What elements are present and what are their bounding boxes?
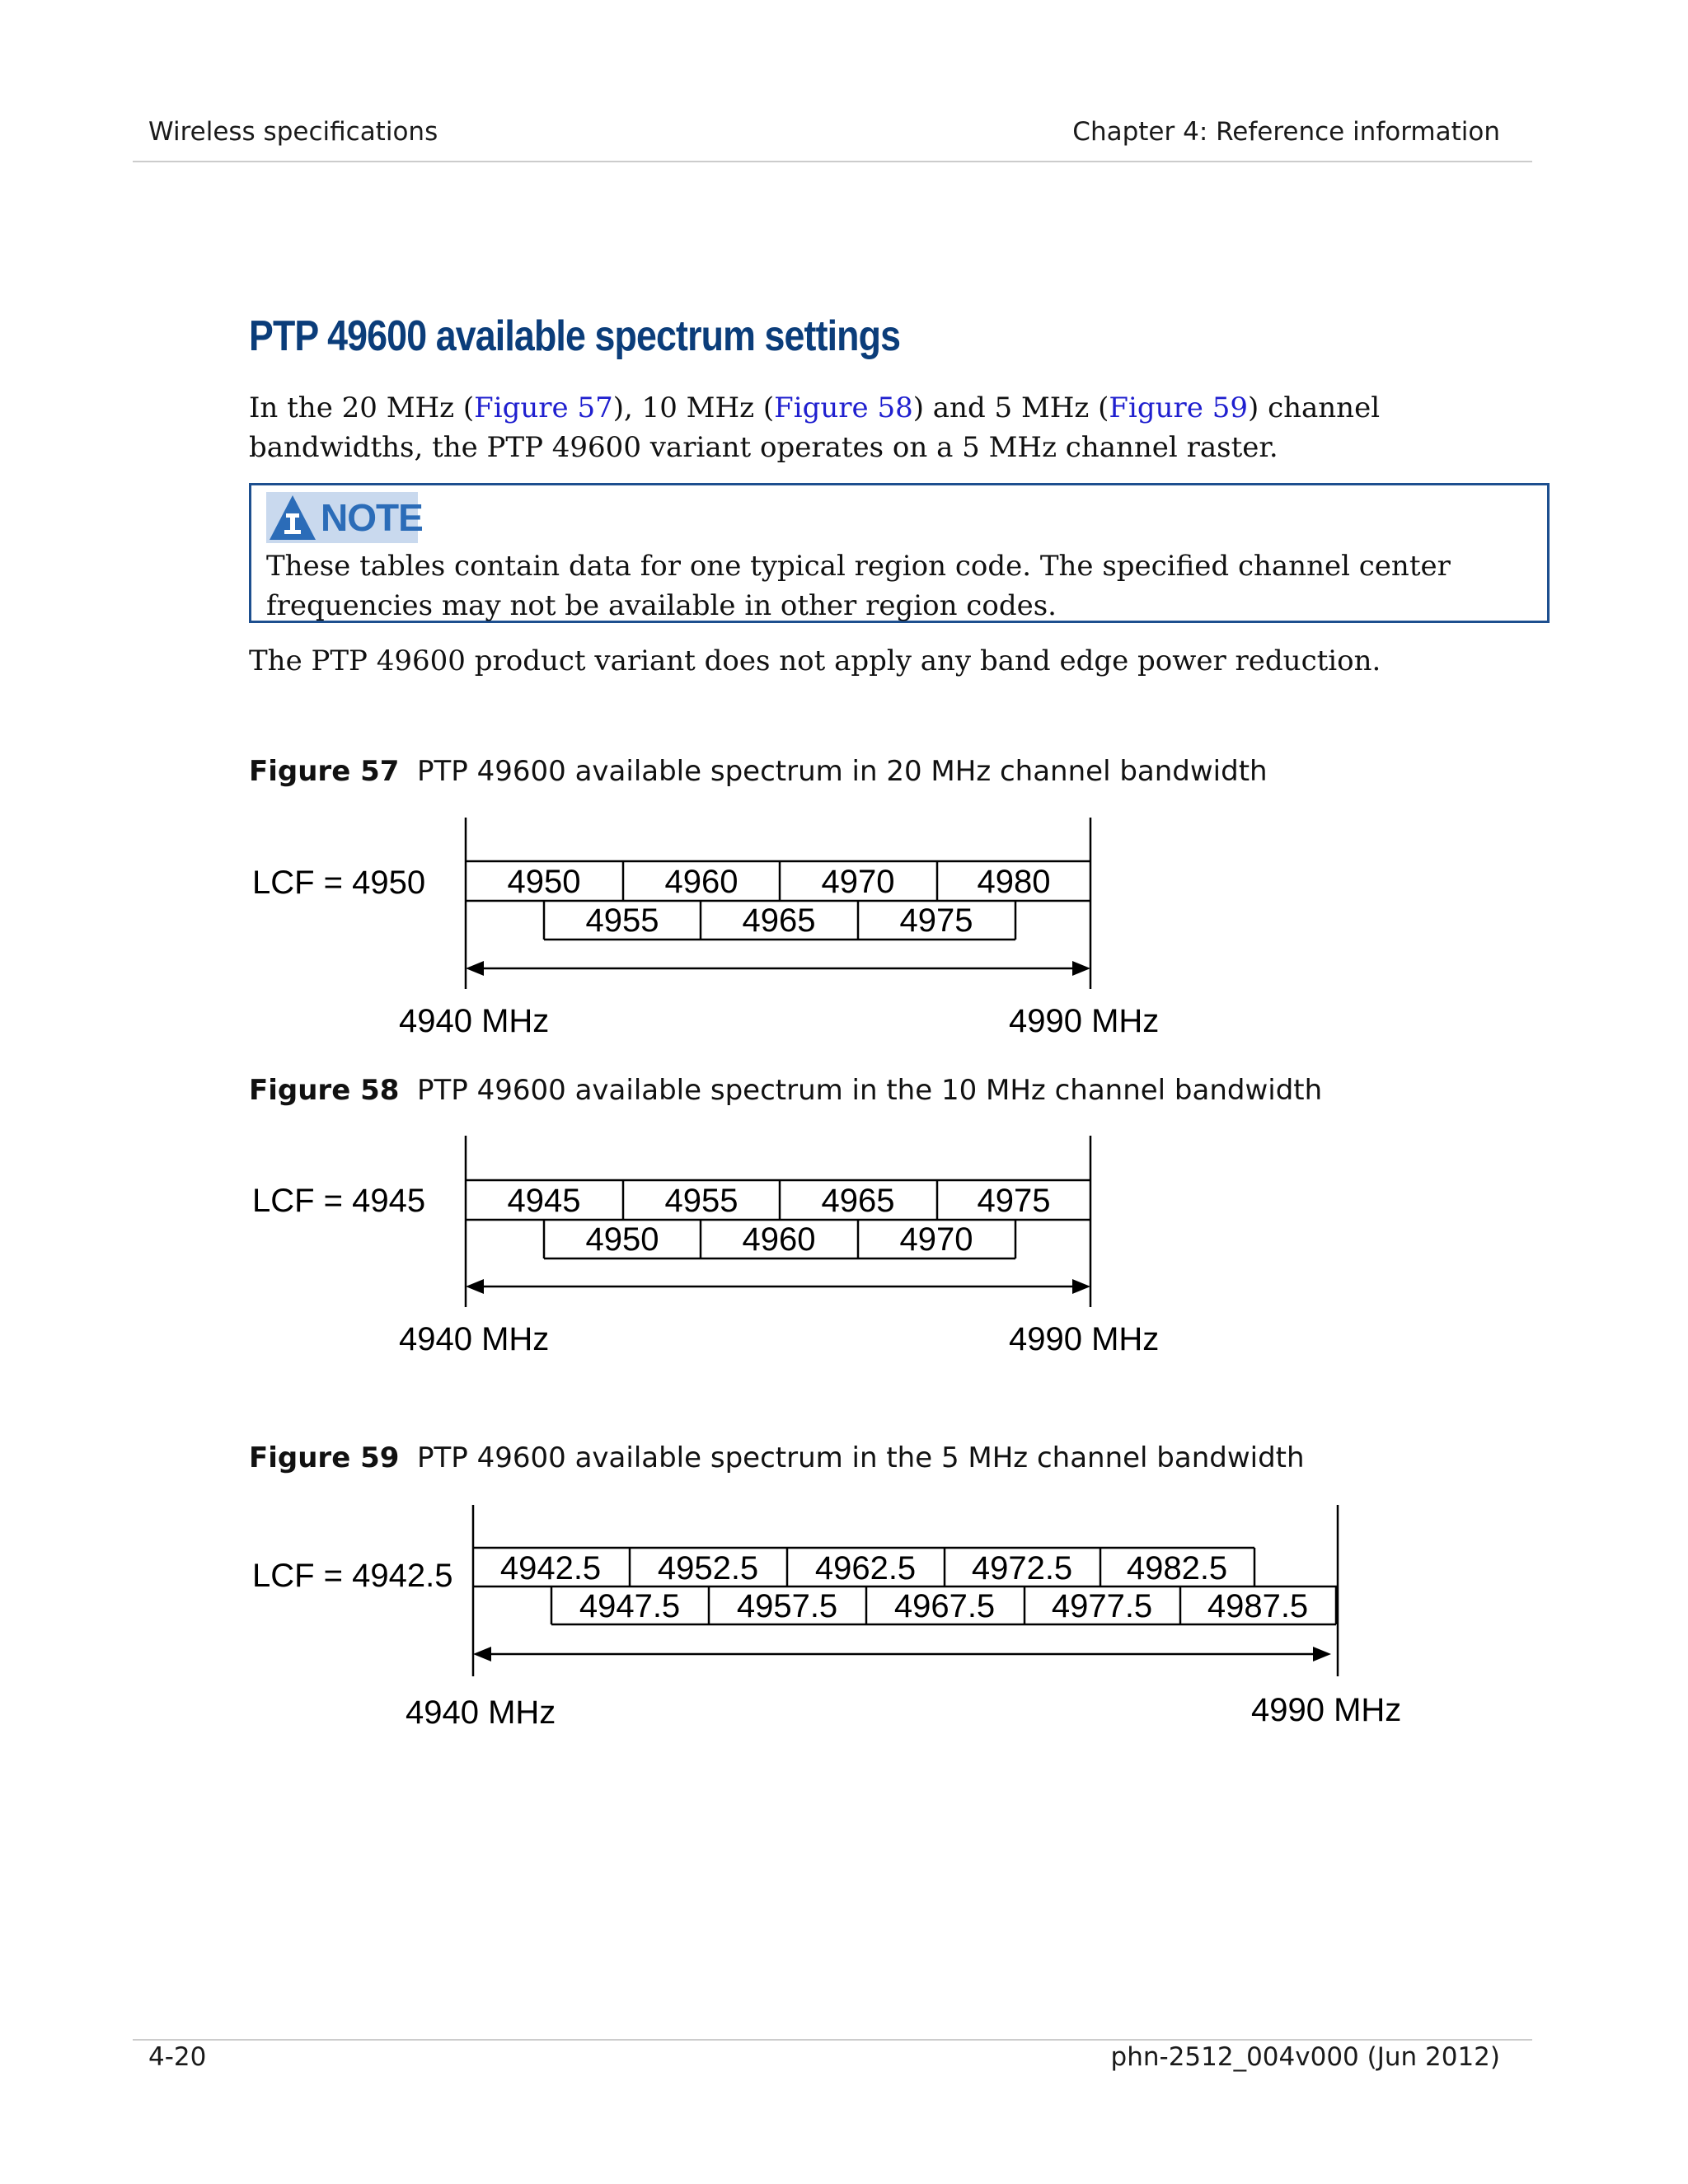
figure-58-bottom-channel-2: 4960 (742, 1221, 816, 1258)
figure-58-caption (249, 1074, 1322, 1107)
figure-58-top-channel-1: 4945 (507, 1183, 581, 1219)
figure-58-link[interactable]: Figure 58 (774, 391, 913, 424)
figure-57-caption (249, 755, 1268, 788)
intro-text-3: ) and 5 MHz ( (912, 391, 1109, 424)
figure-57-bottom-channel-1: 4955 (585, 902, 659, 939)
band-edge-paragraph: The PTP 49600 product variant does not apply any band edge power reduction. (249, 644, 1381, 677)
note-box (249, 483, 1550, 623)
figure-58-bottom-channel-3: 4970 (899, 1221, 973, 1258)
figure-59-caption (249, 1441, 1305, 1474)
figure-59-end-label: 4990 MHz (1251, 1692, 1402, 1728)
figure-59-label: Figure 59 (249, 1441, 400, 1474)
figure-59-top-channel-5: 4982.5 (1126, 1550, 1228, 1586)
figure-57-bottom-channel-2: 4965 (742, 902, 816, 939)
section-title: PTP 49600 available spectrum settings (249, 312, 901, 360)
figure-58-lcf-label: LCF = 4945 (252, 1183, 426, 1219)
figure-59-bottom-channel-4: 4977.5 (1051, 1588, 1153, 1624)
figure-59-caption-text: PTP 49600 available spectrum in the 5 MHz channel bandwidth (417, 1441, 1305, 1474)
figure-57-link[interactable]: Figure 57 (474, 391, 613, 424)
note-text (266, 546, 1451, 626)
figure-58-bottom-channel-1: 4950 (585, 1221, 659, 1258)
figure-59-top-channel-3: 4962.5 (814, 1550, 917, 1586)
figure-58-diagram (0, 1126, 1688, 1373)
figure-58-label: Figure 58 (249, 1074, 400, 1107)
figure-57-label: Figure 57 (249, 755, 400, 788)
figure-59-top-channel-4: 4972.5 (971, 1550, 1073, 1586)
figure-58-caption-text: PTP 49600 available spectrum in the 10 MHz channel bandwidth (417, 1074, 1323, 1107)
figure-58-end-label: 4990 MHz (1009, 1321, 1160, 1357)
warning-icon (268, 494, 317, 541)
intro-text-2: ), 10 MHz ( (612, 391, 775, 424)
figure-59-start-label: 4940 MHz (406, 1694, 556, 1731)
intro-text-4: ) channel (1248, 391, 1381, 424)
note-badge (266, 492, 423, 543)
footer-rule (133, 2039, 1532, 2041)
figure-57-start-label: 4940 MHz (399, 1003, 550, 1039)
figure-59-link[interactable]: Figure 59 (1109, 391, 1248, 424)
figure-57-lcf-label: LCF = 4950 (252, 865, 426, 901)
running-header-left: Wireless specifications (148, 117, 438, 147)
intro-line-2: bandwidths, the PTP 49600 variant operates on a 5 MHz channel raster. (249, 431, 1278, 464)
figure-57-top-channel-3: 4970 (821, 864, 895, 900)
figure-59-top-channel-1: 4942.5 (499, 1550, 602, 1586)
figure-59-bottom-channel-2: 4957.5 (736, 1588, 838, 1624)
figure-58-top-channel-3: 4965 (821, 1183, 895, 1219)
header-rule (133, 161, 1532, 162)
figure-58-top-channel-2: 4955 (664, 1183, 738, 1219)
figure-58-start-label: 4940 MHz (399, 1321, 550, 1357)
figure-59-top-channel-2: 4952.5 (657, 1550, 759, 1586)
page-number: 4-20 (148, 2042, 207, 2072)
intro-text-1: In the 20 MHz ( (249, 391, 475, 424)
intro-paragraph (249, 388, 1380, 467)
note-line-1: These tables contain data for one typical region code. The specified channel center (266, 550, 1451, 583)
running-header-right: Chapter 4: Reference information (1072, 117, 1500, 147)
figure-57-top-channel-4: 4980 (977, 864, 1051, 900)
figure-57-end-label: 4990 MHz (1009, 1003, 1160, 1039)
document-id: phn-2512_004v000 (Jun 2012) (1110, 2042, 1500, 2072)
figure-59-bottom-channel-3: 4967.5 (893, 1588, 996, 1624)
figure-59-diagram (0, 1497, 1688, 1744)
figure-59-bottom-channel-1: 4947.5 (579, 1588, 681, 1624)
figure-57-diagram (0, 808, 1688, 1055)
note-badge-label: NOTE (321, 496, 423, 539)
figure-57-caption-text: PTP 49600 available spectrum in 20 MHz channel bandwidth (417, 755, 1268, 788)
figure-59-bottom-channel-5: 4987.5 (1207, 1588, 1309, 1624)
figure-57-top-channel-1: 4950 (507, 864, 581, 900)
note-line-2: frequencies may not be available in other region codes. (266, 589, 1057, 622)
figure-57-top-channel-2: 4960 (664, 864, 738, 900)
figure-58-top-channel-4: 4975 (977, 1183, 1051, 1219)
figure-59-lcf-label: LCF = 4942.5 (252, 1558, 453, 1594)
figure-57-bottom-channel-3: 4975 (899, 902, 973, 939)
